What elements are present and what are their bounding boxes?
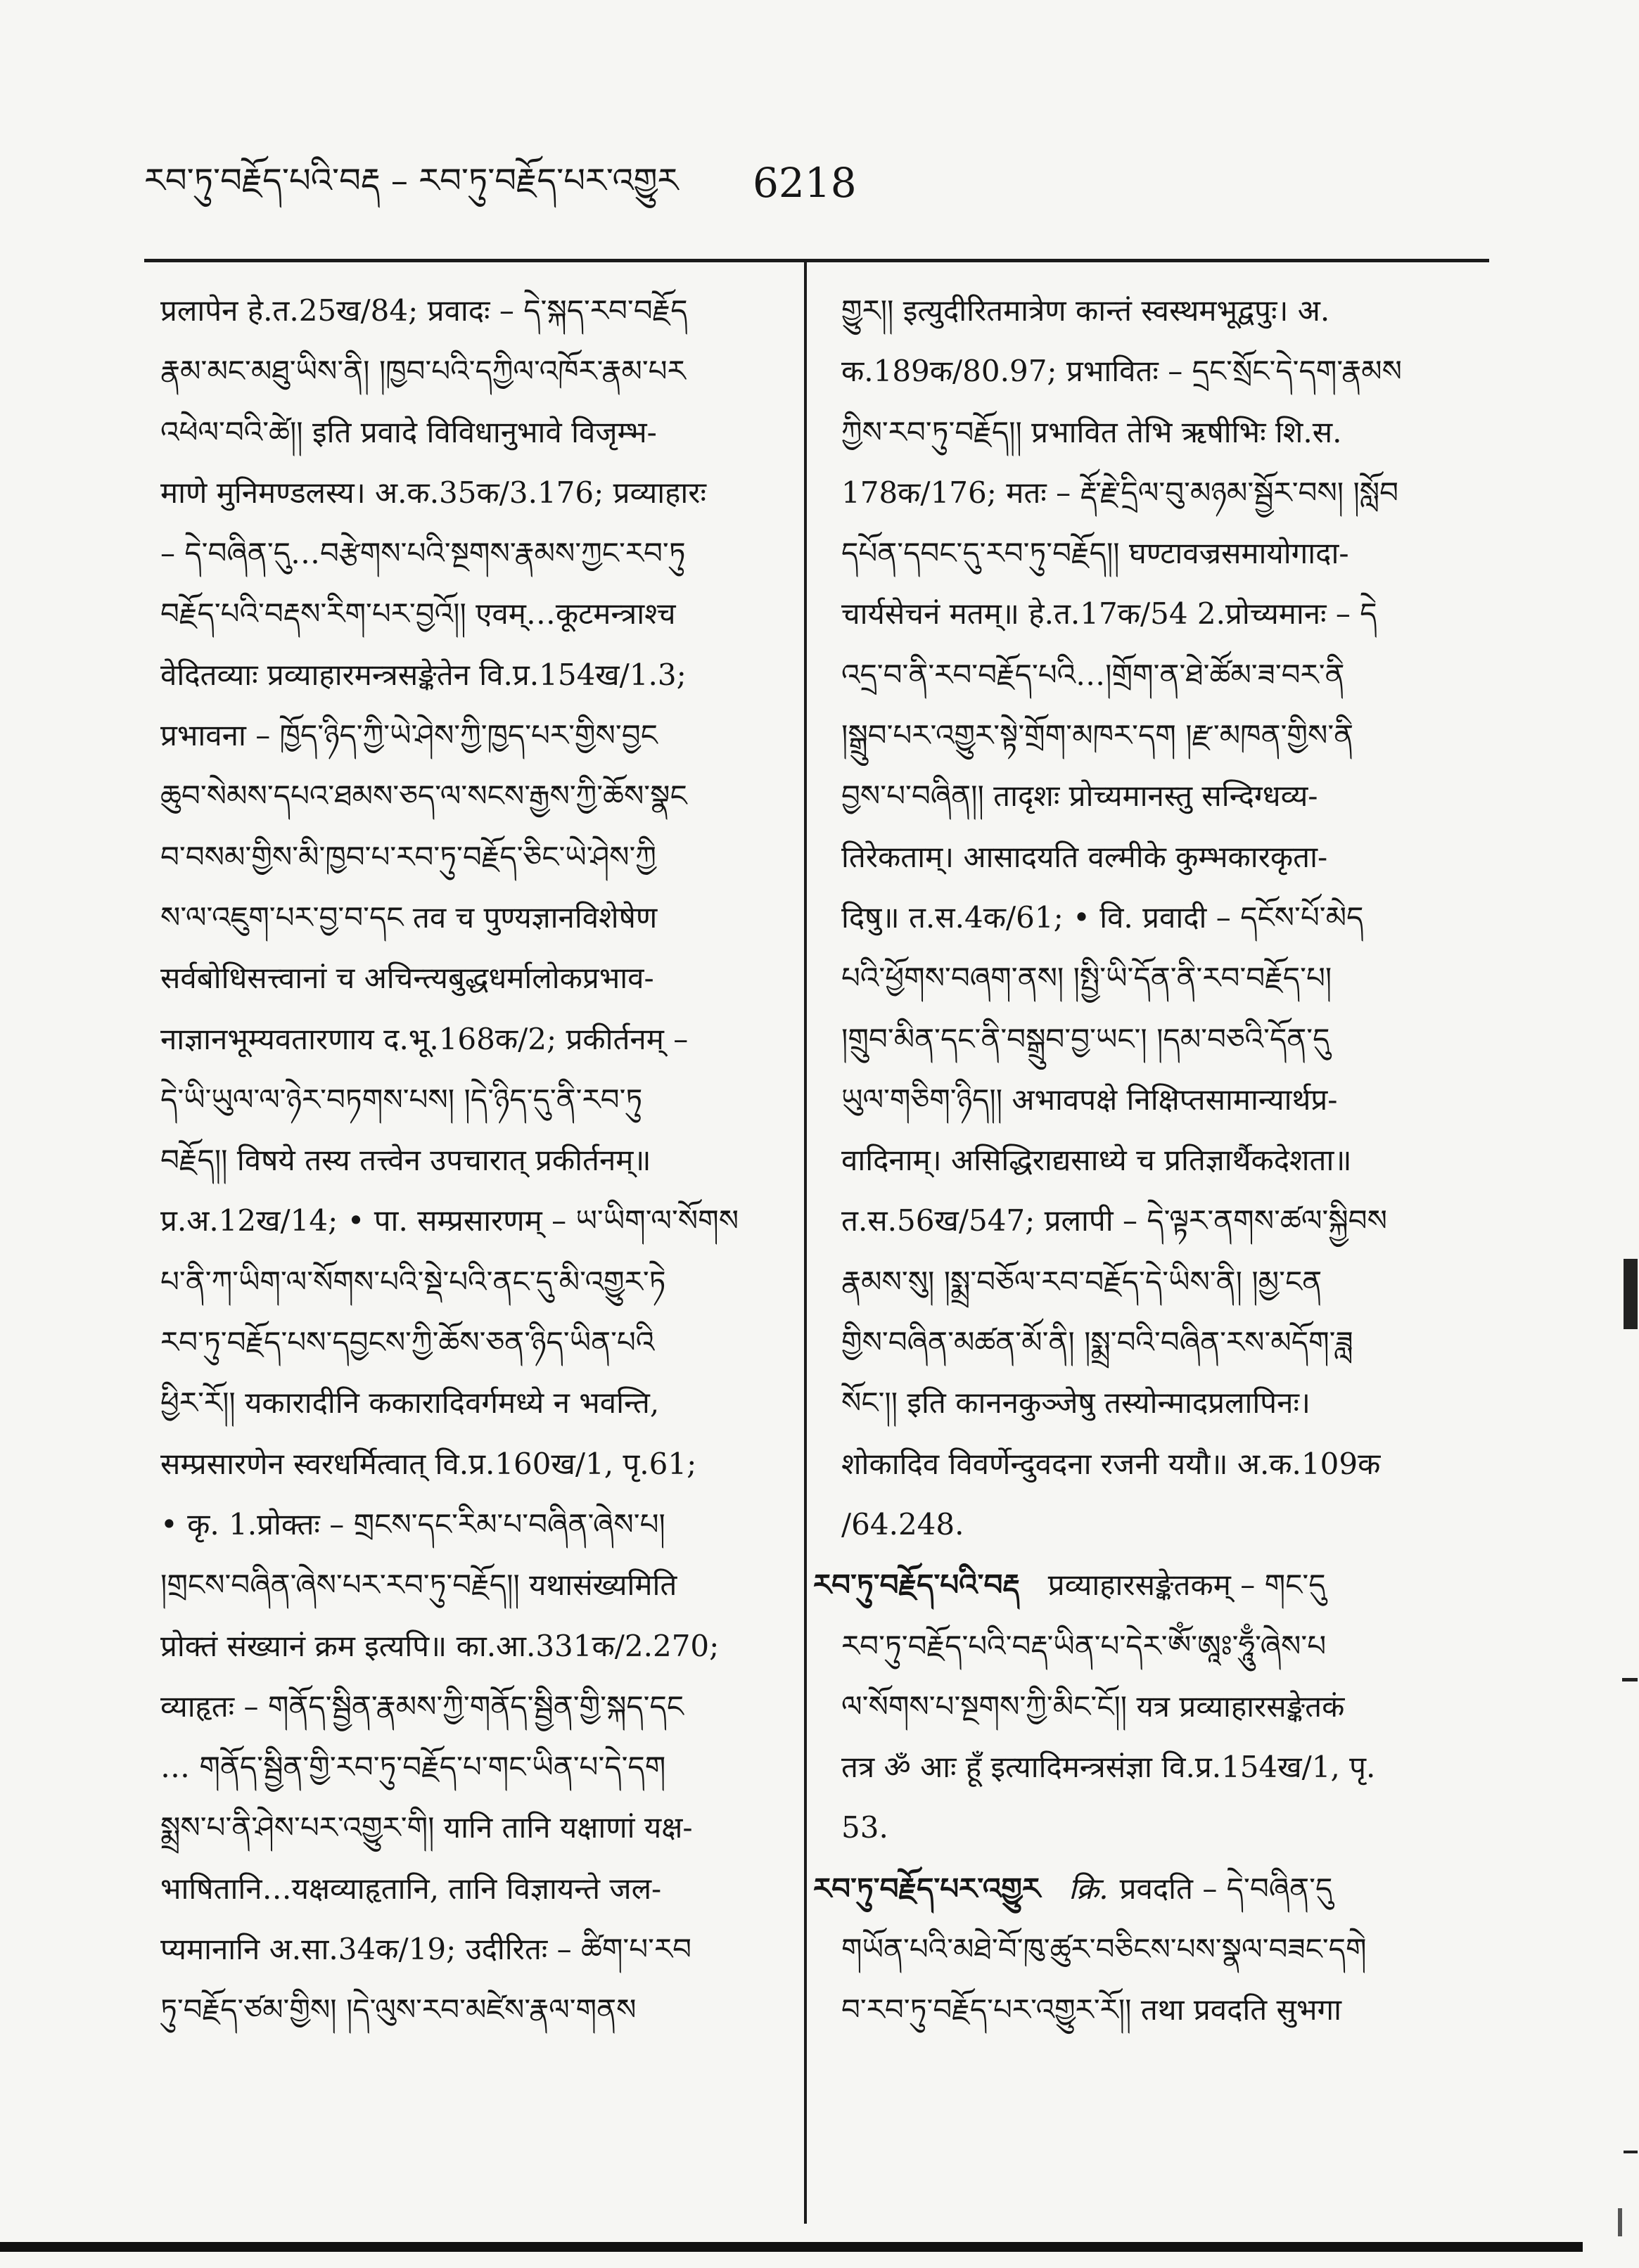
- text-line: རབ་ཏུ་བརྗོད་པས་དབྱངས་ཀྱི་ཆོས་ཅན་ཉིད་ཡིན་པའི: [160, 1325, 655, 1360]
- text-line: क.189क/80.97; प्रभावितः – དྲང་སྲོང་དེ་དག་རྣམས: [841, 354, 1402, 389]
- scan-artifact: [1622, 1678, 1638, 1681]
- scan-bottom-edge: [0, 2242, 1583, 2252]
- text-line: … གནོད་སྦྱིན་གྱི་རབ་ཏུ་བརྗོད་པ་གང་ཡིན་པ་དེ་དག: [160, 1750, 666, 1785]
- text-line: རྣམ་མང་མཐུ་ཡིས་ནི། །ཁྱབ་པའི་དཀྱིལ་འཁོར་རྣམ་པར: [160, 354, 686, 389]
- text-line: བ་བསམ་གྱིས་མི་ཁྱབ་པ་རབ་ཏུ་བརྗོད་ཅིང་ཡེ་ཤེས་ཀྱི: [160, 839, 656, 874]
- text-line: བརྗོད།། विषये तस्य तत्त्वेन उपचारात् प्रकीर्तनम्॥: [160, 1143, 651, 1178]
- text-line: ཀྱིས་རབ་ཏུ་བརྗོད།། प्रभावित तेभि ऋषीभिः शि.स.: [841, 414, 1342, 449]
- text-line: 178क/176; मतः – རྡོ་རྗེ་དྲིལ་བུ་མཉམ་སྦྱོར་བས། །སློབ: [841, 475, 1399, 510]
- text-line: བརྗོད་པའི་བརྡས་རིག་པར་བྱའོ།། एवम्…कूटमन्त्राश्च: [160, 596, 676, 632]
- text-line: प्रोक्तं संख्यानं क्रम इत्यपि॥ का.आ.331क/2.270;: [160, 1628, 720, 1663]
- text-line: ཕྱིར་རོ།། यकारादीनि ककारादिवर्गमध्ये न भवन्ति,: [160, 1385, 660, 1421]
- text-line: ཡུལ་གཅིག་ཉིད།། अभावपक्षे निक्षिप्तसामान्यार्थप्र-: [841, 1082, 1338, 1117]
- text-line: ལ་སོགས་པ་སྔགས་ཀྱི་མིང་ངོ།། यत्र प्रव्याहारसङ्केतकं: [841, 1689, 1345, 1724]
- text-line: དཔོན་དབང་དུ་རབ་ཏུ་བརྗོད།། घण्टावज्रसमायोगादा-: [841, 536, 1349, 571]
- text-line: རབ་ཏུ་བརྗོད་པའི་བརྡ་ཡིན་པ་དེར་ཨོཾ་ཨཱཿ་ཧཱུྃ་ཞེས་པ: [841, 1628, 1327, 1663]
- text-line: 53.: [841, 1810, 888, 1845]
- text-line: /64.248.: [841, 1506, 964, 1542]
- scan-artifact: [1624, 1259, 1638, 1329]
- text-line: ས་ལ་འཇུག་པར་བྱ་བ་དང तव च पुण्यज्ञानविशेषेण: [160, 899, 658, 935]
- text-line: ཆུབ་སེམས་དཔའ་ཐམས་ཅད་ལ་སངས་རྒྱས་ཀྱི་ཆོས་སྣང: [160, 779, 687, 814]
- entry-definition: प्रवदति – དེ་བཞིན་དུ: [1119, 1871, 1333, 1906]
- text-line: ཏུ་བརྗོད་ཙམ་གྱིས། །དེ་ལུས་རབ་མཛེས་རྣལ་གནས: [160, 1992, 637, 2027]
- left-column: [160, 281, 793, 2041]
- text-line: འཕེལ་བའི་ཚེ།། इति प्रवादे विविधानुभावे विजृम्भ-: [160, 414, 657, 449]
- text-line: सम्प्रसारणेन स्वरधर्मित्वात् वि.प्र.160ख/1, पृ.61;: [160, 1446, 697, 1481]
- entry-first-line: [813, 1555, 1490, 1615]
- dictionary-entry: [813, 1859, 1490, 2041]
- text-line: གཡོན་པའི་མཐེ་བོ་ཁུ་ཚུར་བཅིངས་པས་སྣལ་བཟང་དགེ: [841, 1932, 1367, 1967]
- entry-headword: རབ་ཏུ་བརྗོད་པའི་བརྡ: [813, 1568, 1020, 1603]
- scan-artifact: [1624, 2151, 1638, 2153]
- header-rule: [144, 259, 1489, 262]
- text-line: नाज्ञानभूम्यवतारणाय द.भू.168क/2; प्रकीर्तनम् –: [160, 1021, 689, 1056]
- text-line: སྨྲས་པ་ནི་ཤེས་པར་འགྱུར་གི། यानि तानि यक्षाणां यक्ष-: [160, 1810, 693, 1845]
- text-line: व्याहृतः – གནོད་སྦྱིན་རྣམས་ཀྱི་གནོད་སྦྱིན་གྱི་སྐད་དང: [160, 1689, 684, 1724]
- text-line: གྱུར།། इत्युदीरितमात्रेण कान्तं स्वस्थमभूद्वपुः। अ.: [841, 293, 1330, 328]
- scan-artifact: [1618, 2208, 1622, 2236]
- text-line: त.स.56ख/547; प्रलापी – དེ་ལྟར་ནགས་ཚལ་སྐྱིབས: [841, 1203, 1387, 1238]
- text-line: वेदितव्याः प्रव्याहारमन्त्रसङ्केतेन वि.प्र.154ख/1.3;: [160, 657, 687, 692]
- grammar-label: क्रि.: [1069, 1871, 1109, 1906]
- text-line: तत्र ॐ आः हूँ इत्यादिमन्त्रसंज्ञा वि.प्र.154ख/1, पृ.: [841, 1750, 1376, 1785]
- text-line: प्यमानानि अ.सा.34क/19; उदीरितः – ཚིག་པ་རབ: [160, 1932, 692, 1967]
- text-line: सर्वबोधिसत्त्वानां च अचिन्त्यबुद्धधर्मालोकप्रभाव-: [160, 961, 654, 996]
- dictionary-entry: [813, 1555, 1490, 1858]
- text-line: शोकादिव विवर्णेन्दुवदना रजनी ययौ॥ अ.क.109क: [841, 1446, 1381, 1481]
- entry-headword: རབ་ཏུ་བརྗོད་པར་འགྱུར: [813, 1871, 1041, 1906]
- text-line: प्र.अ.12ख/14; • पा. सम्प्रसारणम् – ཡ་ཡིག་ལ་སོགས: [160, 1203, 739, 1238]
- text-line: • कृ. 1.प्रोक्तः – གྲངས་དང་རིམ་པ་བཞིན་ཞེས་པ།: [160, 1506, 665, 1542]
- text-line: པ་ནི་ཀ་ཡིག་ལ་སོགས་པའི་སྡེ་པའི་ནང་དུ་མི་འགྱུར་ཏེ: [160, 1264, 666, 1299]
- text-line: རྣམས་སུ། །སྨྲ་བཅོལ་རབ་བརྗོད་དེ་ཡིས་ནི། །མྱ་ངན: [841, 1264, 1322, 1299]
- text-line: །གྲུབ་མིན་དང་ནི་བསྒྲུབ་བྱ་ཡང་། །དམ་བཅའི་དོན་དུ: [841, 1021, 1330, 1056]
- running-head: རབ་ཏུ་བརྗོད་པའི་བརྡ – རབ་ཏུ་བརྗོད་པར་འགྱུར: [144, 161, 679, 200]
- text-line: བ་རབ་ཏུ་བརྗོད་པར་འགྱུར་རོ།། तथा प्रवदति सुभगा: [841, 1992, 1342, 2027]
- text-line: वादिनाम्। असिद्धिराद्यसाध्ये च प्रतिज्ञार्थैकदेशता॥: [841, 1143, 1352, 1178]
- page-number: 6218: [753, 159, 857, 207]
- text-line: བྱས་པ་བཞིན།། तादृशः प्रोच्यमानस्तु सन्दिग्धव्य-: [841, 779, 1318, 814]
- text-line: པའི་ཕྱོགས་བཞག་ནས། །སྤྱི་ཡི་དོན་ནི་རབ་བརྗོད་པ།: [841, 961, 1332, 996]
- text-line: दिषु॥ त.स.4क/61; • वि. प्रवादी – དངོས་པོ་མེད: [841, 899, 1364, 935]
- entry-first-line: [813, 1859, 1490, 1919]
- text-line: तिरेकताम्। आसादयति वल्मीके कुम्भकारकृता-: [841, 839, 1328, 874]
- text-line: གྱིས་བཞིན་མཚན་མོ་ནི། །སྨྲ་བའི་བཞིན་རས་མདོག་ཟླ: [841, 1325, 1353, 1360]
- text-line: भाषितानि…यक्षव्याहृतानि, तानि विज्ञायन्ते जल-: [160, 1871, 662, 1906]
- text-line: चार्यसेचनं मतम्॥ हे.त.17क/54 2.प्रोच्यमानः – དེ: [841, 596, 1377, 632]
- right-column: [813, 281, 1490, 2041]
- text-line: माणे मुनिमण्डलस्य। अ.क.35क/3.176; प्रव्याहारः: [160, 475, 706, 510]
- text-line: སོང་།། इति काननकुञ्जेषु तस्योन्मादप्रलापिनः।: [841, 1385, 1310, 1421]
- text-line: प्रभावना – ཁྱོད་ཉིད་ཀྱི་ཡེ་ཤེས་ཀྱི་ཁྱད་པར་གྱིས་བྱང: [160, 718, 658, 753]
- text-line: །གྲངས་བཞིན་ཞེས་པར་རབ་ཏུ་བརྗོད།། यथासंख्यमिति: [160, 1568, 677, 1603]
- text-line: དེ་ཡི་ཡུལ་ལ་ཉེར་བཏགས་པས། །དེ་ཉིད་དུ་ནི་རབ་ཏུ: [160, 1082, 643, 1117]
- column-divider: [804, 262, 807, 2224]
- text-line: – དེ་བཞིན་དུ…བརྩེགས་པའི་སྔགས་རྣམས་ཀྱང་རབ་ཏུ: [160, 536, 686, 571]
- text-line: प्रलापेन हे.त.25ख/84; प्रवादः – དེ་སྐད་རབ་བརྗོད: [160, 293, 688, 328]
- entry-definition: प्रव्याहारसङ्केतकम् – གང་དུ: [1047, 1568, 1326, 1603]
- text-line: །སྒྲུབ་པར་འགྱུར་སྟེ་གྲོག་མཁར་དག །རྫ་མཁན་གྱིས་ནི: [841, 718, 1354, 753]
- text-line: འདྲ་བ་ནི་རབ་བརྗོད་པའི…།གྲོག་ན་ཐེ་ཚོམ་ཟ་བར་ནི: [841, 657, 1345, 692]
